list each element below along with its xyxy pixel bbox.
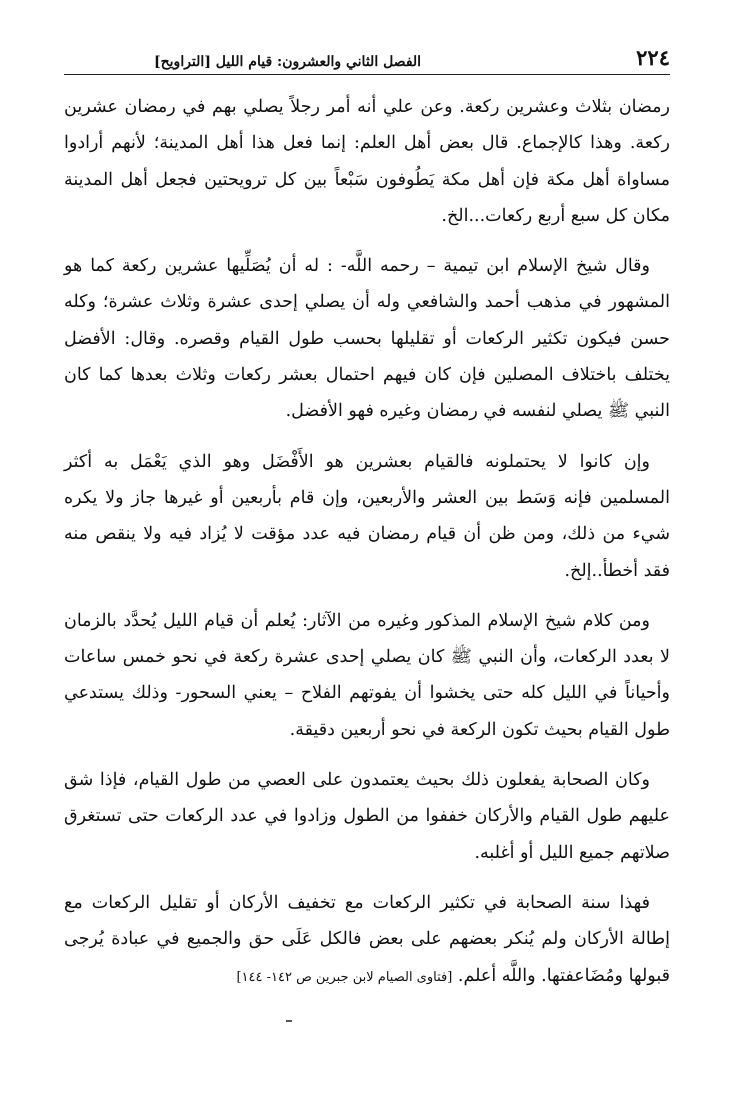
paragraph-4: ومن كلام شيخ الإسلام المذكور وغيره من الآثار: يُعلم أن قيام الليل يُحدَّد بالزمان لا بعدد الركعات، وأن النبي ﷺ كان يصلي إحدى عشرة ركعة في نحو خمس ساعات وأحياناً في الليل كله حتى يخشوا أن يفوتهم الفلاح – يعني السحور- وذلك يستدعي طول القيام بحيث تكون الركعة في نحو أربعين دقيقة. [64,610,670,740]
running-title: الفصل الثاني والعشرون: قيام الليل [التراويح] [154,54,422,70]
paragraph-6 [64,885,670,996]
source-citation: [فتاوى الصيام لابن جبرين ص ١٤٢- ١٤٤] [236,969,453,985]
page-body [64,89,670,996]
paragraph-5: وكان الصحابة يفعلون ذلك بحيث يعتمدون على العصي من طول القيام، فإذا شق عليهم طول القيام والأركان خففوا من الطول وزادوا في عدد الركعات حتى تستغرق صلاتهم جميع الليل أو أغلبه. [64,770,670,863]
paragraph-2: وقال شيخ الإسلام ابن تيمية – رحمه اللَّه- : له أن يُصَلِّيها عشرين ركعة كما هو المشهور في مذهب أحمد والشافعي وله أن يصلي إحدى عشرة وثلاث عشرة؛ وكله حسن فيكون تكثير الركعات أو تقليلها بحسب طول القيام وقصره. وقال: الأفضل يختلف باختلاف المصلين فإن كان فيهم احتمال بعشر ركعات وثلاث بعدها كما كان النبي ﷺ يصلي لنفسه في رمضان وغيره فهو الأفضل. [64,256,670,422]
paragraph-3: وإن كانوا لا يحتملونه فالقيام بعشرين هو الأَفْضَل وهو الذي يَعْمَل به أكثر المسلمين فإنه وَسَط بين العشر والأربعين، وإن قام بأربعين أو غيرها جاز ولا يكره شيء من ذلك، ومن ظن أن قيام رمضان فيه عدد مؤقت لا يُزاد فيه ولا ينقص منه فقد أخطأ..إلخ. [64,451,670,581]
paragraph-1: رمضان بثلاث وعشرين ركعة. وعن علي أنه أمر رجلاً يصلي بهم في رمضان عشرين ركعة. وهذا كالإجماع. قال بعض أهل العلم: إنما فعل هذا أهل المدينة؛ لأنهم أرادوا مساواة أهل مكة فإن أهل مكة يَطُوفون سَبْعاً بين كل ترويحتين فجعل أهل المدينة مكان كل سبع أربع ركعات...الخ. [64,97,670,226]
closing-text: فهذا سنة الصحابة في تكثير الركعات مع تخفيف الأركان أو تقليل الركعات مع إطالة الأركان ولم يُنكر بعضهم على بعض فالكل عَلَى حق والجميع في عبادة يُرجى قبولها ومُضَاعفتها. واللَّه أعلم. [64,892,670,986]
page-header [64,40,670,75]
footer-mark [286,1020,292,1022]
page-number: ٢٢٤ [636,45,670,70]
